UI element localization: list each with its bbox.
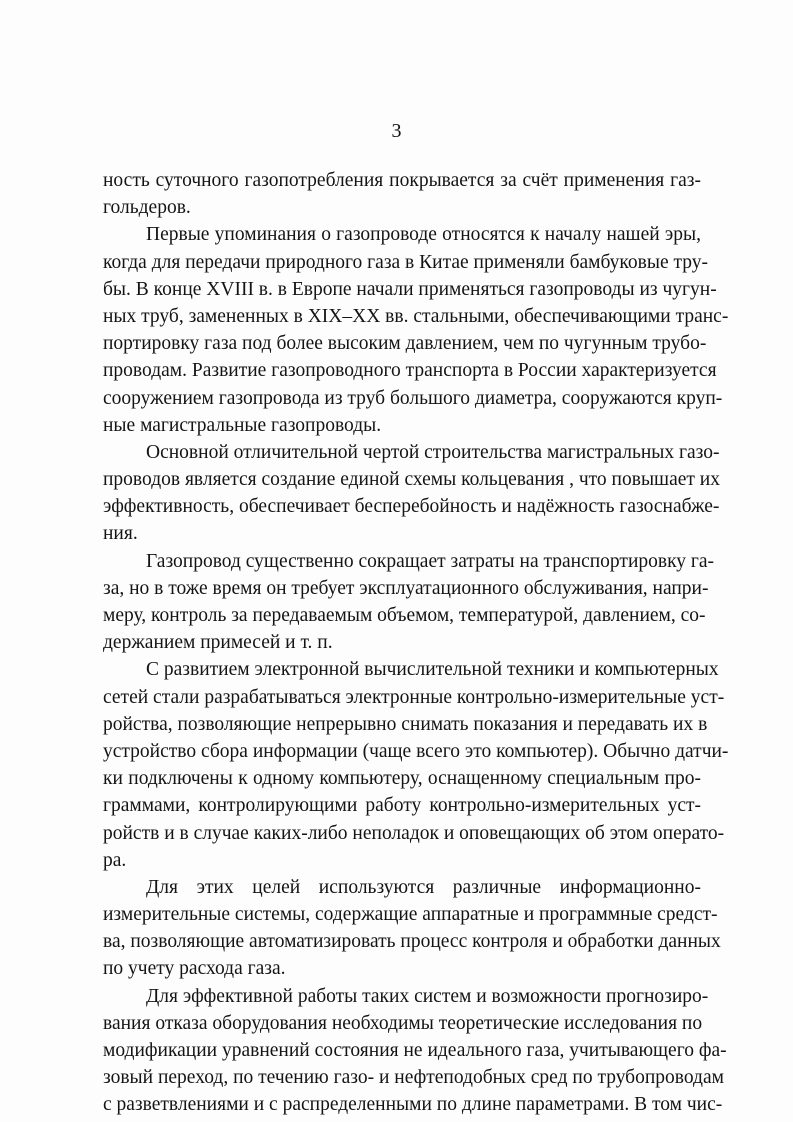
text-line: гольдеров. xyxy=(103,197,191,219)
text-line: модификации уравнений состояния не идеального газа, учитывающего фа- xyxy=(103,1040,727,1061)
text-line: ность суточного газопотребления покрывается за счёт применения газ- xyxy=(103,170,701,191)
text-line: зовый переход, по течению газо- и нефтеподобных сред по трубопроводам xyxy=(103,1067,724,1089)
text-line: С развитием электронной вычислительной техники и компьютерных xyxy=(146,659,719,681)
text-line: с разветвлениями и с распределенными по длине параметрами. В том чис- xyxy=(103,1094,723,1116)
text-line: по учету расхода газа. xyxy=(103,958,286,980)
body-text xyxy=(103,167,729,1119)
text-line: меру, контроль за передаваемым объемом, температурой, давлением, со- xyxy=(103,605,706,626)
text-line: Для этих целей используются различные информационно- xyxy=(146,876,701,898)
text-line: Первые упоминания о газопроводе относятся к началу нашей эры, xyxy=(146,224,701,246)
text-line: когда для передачи природного газа в Китае применяли бамбуковые тру- xyxy=(103,251,708,273)
text-line: держанием примесей и т. п. xyxy=(103,632,333,654)
text-line: ва, позволяющие автоматизировать процесс контроля и обработки данных xyxy=(103,931,721,953)
page-number: 3 xyxy=(391,120,402,142)
text-line: Основной отличительной чертой строительства магистральных газо- xyxy=(146,441,720,463)
text-line: проводов является создание единой схемы кольцевания , что повышает их xyxy=(103,469,720,491)
text-line: граммами, контролирующими работу контрольно-измерительных уст- xyxy=(103,795,701,817)
text-line: эффективность, обеспечивает бесперебойность и надёжность газоснабже- xyxy=(103,496,720,518)
text-line: ройств и в случае каких-либо неполадок и оповещающих об этом операто- xyxy=(103,822,725,844)
text-line: вания отказа оборудования необходимы теоретические исследования по xyxy=(103,1012,703,1034)
text-line: проводам. Развитие газопроводного транспорта в России характеризуется xyxy=(103,360,717,382)
text-line: бы. В конце XVIII в. в Европе начали применяться газопроводы из чугун- xyxy=(103,278,717,300)
text-line: устройство сбора информации (чаще всего это компьютер). Обычно датчи- xyxy=(103,740,729,762)
text-line: ных труб, замененных в XIX–XX вв. стальными, обеспечивающими транс- xyxy=(103,305,729,327)
text-line: ройства, позволяющие непрерывно снимать показания и передавать их в xyxy=(103,713,708,735)
text-line: портировку газа под более высоким давлением, чем по чугунным трубо- xyxy=(103,333,707,355)
text-line: ные магистральные газопроводы. xyxy=(103,414,382,436)
text-line: Для эффективной работы таких систем и возможности прогнозиро- xyxy=(146,985,709,1007)
text-line: измерительные системы, содержащие аппаратные и программные средст- xyxy=(103,904,718,926)
text-line: ния. xyxy=(103,523,138,545)
text-line: Газопровод существенно сокращает затраты на транспортировку га- xyxy=(146,550,715,572)
text-line: сооружением газопровода из труб большого диаметра, сооружаются круп- xyxy=(103,387,723,409)
text-line: ра. xyxy=(103,849,127,871)
text-line: ки подключены к одному компьютеру, оснащенному специальным про- xyxy=(103,768,701,790)
text-line: сетей стали разрабатываться электронные контрольно-измерительные уст- xyxy=(103,686,725,708)
text-line: за, но в тоже время он требует эксплуатационного обслуживания, напри- xyxy=(103,577,709,599)
